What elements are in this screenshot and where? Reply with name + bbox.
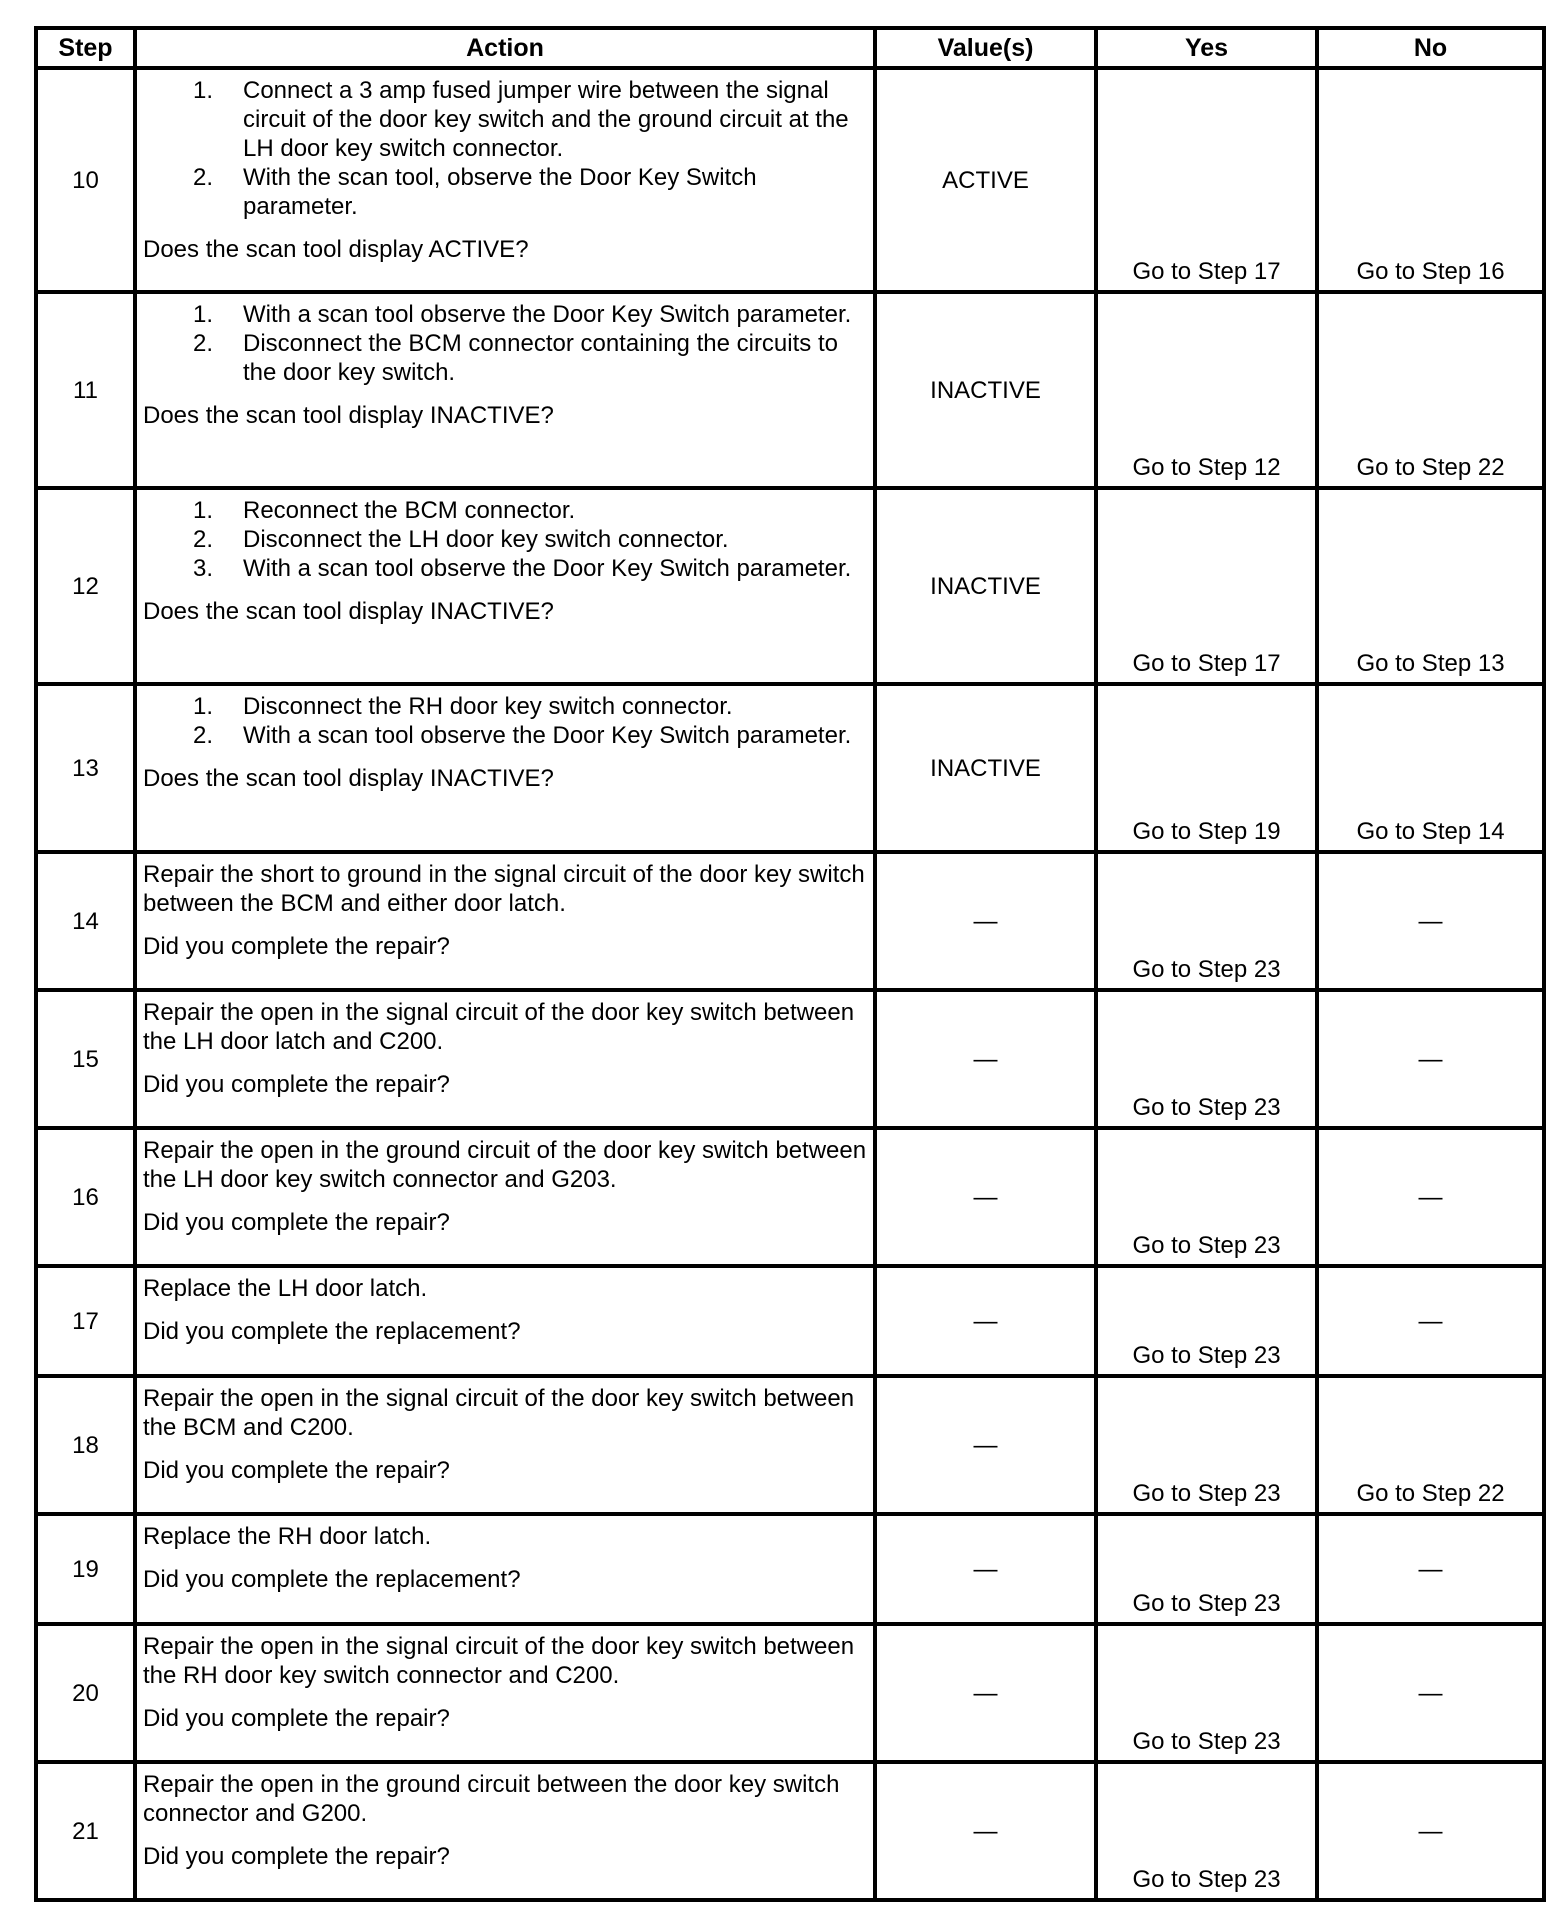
- action-cell: [135, 990, 875, 1128]
- table-row: [36, 990, 1544, 1128]
- action-cell: [135, 1266, 875, 1376]
- action-cell: [135, 852, 875, 990]
- yes-cell: Go to Step 12: [1096, 292, 1317, 488]
- yes-cell: Go to Step 23: [1096, 1376, 1317, 1514]
- action-cell: [135, 1514, 875, 1624]
- action-cell: [135, 68, 875, 292]
- list-item: 1. Disconnect the RH door key switch connector.: [192, 693, 733, 720]
- action-list: [143, 692, 869, 750]
- value-cell: —: [875, 1624, 1096, 1762]
- no-cell: —: [1317, 990, 1544, 1128]
- header-yes: Yes: [1096, 28, 1317, 68]
- step-number: 21: [36, 1762, 135, 1900]
- question-text: Does the scan tool display ACTIVE?: [143, 236, 529, 263]
- list-item: 2. With the scan tool, observe the Door Key Switch parameter.: [192, 164, 757, 220]
- value-cell: —: [875, 1514, 1096, 1624]
- action-text: Repair the open in the signal circuit of the door key switch between the BCM and C200.: [143, 1385, 855, 1441]
- value-cell: INACTIVE: [875, 488, 1096, 684]
- question-text: Did you complete the replacement?: [143, 1318, 521, 1345]
- action-list: [143, 496, 869, 583]
- header-no: No: [1317, 28, 1544, 68]
- no-cell: —: [1317, 1266, 1544, 1376]
- question-text: Does the scan tool display INACTIVE?: [143, 765, 554, 792]
- question-text: Did you complete the repair?: [143, 1209, 450, 1236]
- value-cell: —: [875, 990, 1096, 1128]
- action-text: Repair the short to ground in the signal circuit of the door key switch between the BCM and either door latch.: [143, 861, 865, 917]
- no-cell: —: [1317, 852, 1544, 990]
- step-number: 18: [36, 1376, 135, 1514]
- question-text: Did you complete the repair?: [143, 1705, 450, 1732]
- yes-cell: Go to Step 23: [1096, 990, 1317, 1128]
- step-number: 14: [36, 852, 135, 990]
- action-text: Repair the open in the ground circuit between the door key switch connector and G200.: [143, 1771, 840, 1827]
- step-number: 16: [36, 1128, 135, 1266]
- step-number: 11: [36, 292, 135, 488]
- action-list: [143, 76, 869, 221]
- table-row: [36, 1514, 1544, 1624]
- value-cell: INACTIVE: [875, 684, 1096, 852]
- action-text: Repair the open in the signal circuit of the door key switch between the LH door latch and C200.: [143, 999, 855, 1055]
- yes-cell: Go to Step 23: [1096, 1128, 1317, 1266]
- list-item: 2. Disconnect the LH door key switch connector.: [192, 526, 729, 553]
- table-row: [36, 852, 1544, 990]
- action-cell: [135, 1762, 875, 1900]
- action-cell: [135, 292, 875, 488]
- action-cell: [135, 1624, 875, 1762]
- value-cell: —: [875, 1266, 1096, 1376]
- no-cell: —: [1317, 1514, 1544, 1624]
- question-text: Did you complete the repair?: [143, 1843, 450, 1870]
- step-number: 20: [36, 1624, 135, 1762]
- action-text: Replace the RH door latch.: [143, 1523, 432, 1550]
- value-cell: —: [875, 1128, 1096, 1266]
- step-number: 17: [36, 1266, 135, 1376]
- value-cell: INACTIVE: [875, 292, 1096, 488]
- action-text: Repair the open in the ground circuit of the door key switch between the LH door key switch connector and G203.: [143, 1137, 867, 1193]
- no-cell: Go to Step 13: [1317, 488, 1544, 684]
- table-row: [36, 68, 1544, 292]
- table-row: [36, 1376, 1544, 1514]
- action-text: Replace the LH door latch.: [143, 1275, 428, 1302]
- table-row: [36, 488, 1544, 684]
- list-item: 1. Connect a 3 amp fused jumper wire between the signal circuit of the door key switch and the ground circuit at the LH door key switch connector.: [192, 77, 849, 162]
- action-text: Repair the open in the signal circuit of the door key switch between the RH door key switch connector and C200.: [143, 1633, 855, 1689]
- list-item: 1. Reconnect the BCM connector.: [192, 497, 576, 524]
- diagnostic-table: [34, 26, 1546, 1902]
- table-row: [36, 1624, 1544, 1762]
- list-item: 1. With a scan tool observe the Door Key Switch parameter.: [192, 301, 852, 328]
- action-cell: [135, 684, 875, 852]
- value-cell: —: [875, 852, 1096, 990]
- yes-cell: Go to Step 17: [1096, 68, 1317, 292]
- step-number: 12: [36, 488, 135, 684]
- header-values: Value(s): [875, 28, 1096, 68]
- question-text: Does the scan tool display INACTIVE?: [143, 402, 554, 429]
- no-cell: —: [1317, 1128, 1544, 1266]
- no-cell: Go to Step 14: [1317, 684, 1544, 852]
- question-text: Did you complete the repair?: [143, 1071, 450, 1098]
- yes-cell: Go to Step 23: [1096, 1624, 1317, 1762]
- yes-cell: Go to Step 19: [1096, 684, 1317, 852]
- table-row: [36, 1266, 1544, 1376]
- header-row: [36, 28, 1544, 68]
- table-row: [36, 684, 1544, 852]
- no-cell: —: [1317, 1762, 1544, 1900]
- no-cell: Go to Step 16: [1317, 68, 1544, 292]
- list-item: 2. With a scan tool observe the Door Key Switch parameter.: [192, 722, 852, 749]
- yes-cell: Go to Step 23: [1096, 1266, 1317, 1376]
- table-row: [36, 292, 1544, 488]
- action-cell: [135, 1376, 875, 1514]
- value-cell: ACTIVE: [875, 68, 1096, 292]
- value-cell: —: [875, 1762, 1096, 1900]
- yes-cell: Go to Step 23: [1096, 852, 1317, 990]
- no-cell: Go to Step 22: [1317, 292, 1544, 488]
- question-text: Does the scan tool display INACTIVE?: [143, 598, 554, 625]
- header-step: Step: [36, 28, 135, 68]
- step-number: 13: [36, 684, 135, 852]
- step-number: 19: [36, 1514, 135, 1624]
- step-number: 10: [36, 68, 135, 292]
- no-cell: —: [1317, 1624, 1544, 1762]
- question-text: Did you complete the repair?: [143, 933, 450, 960]
- question-text: Did you complete the repair?: [143, 1457, 450, 1484]
- action-list: [143, 300, 869, 387]
- yes-cell: Go to Step 17: [1096, 488, 1317, 684]
- no-cell: Go to Step 22: [1317, 1376, 1544, 1514]
- yes-cell: Go to Step 23: [1096, 1514, 1317, 1624]
- list-item: 3. With a scan tool observe the Door Key Switch parameter.: [192, 555, 852, 582]
- header-action: Action: [135, 28, 875, 68]
- table-row: [36, 1128, 1544, 1266]
- question-text: Did you complete the replacement?: [143, 1566, 521, 1593]
- value-cell: —: [875, 1376, 1096, 1514]
- action-cell: [135, 1128, 875, 1266]
- step-number: 15: [36, 990, 135, 1128]
- action-cell: [135, 488, 875, 684]
- list-item: 2. Disconnect the BCM connector containing the circuits to the door key switch.: [192, 330, 838, 386]
- yes-cell: Go to Step 23: [1096, 1762, 1317, 1900]
- table-row: [36, 1762, 1544, 1900]
